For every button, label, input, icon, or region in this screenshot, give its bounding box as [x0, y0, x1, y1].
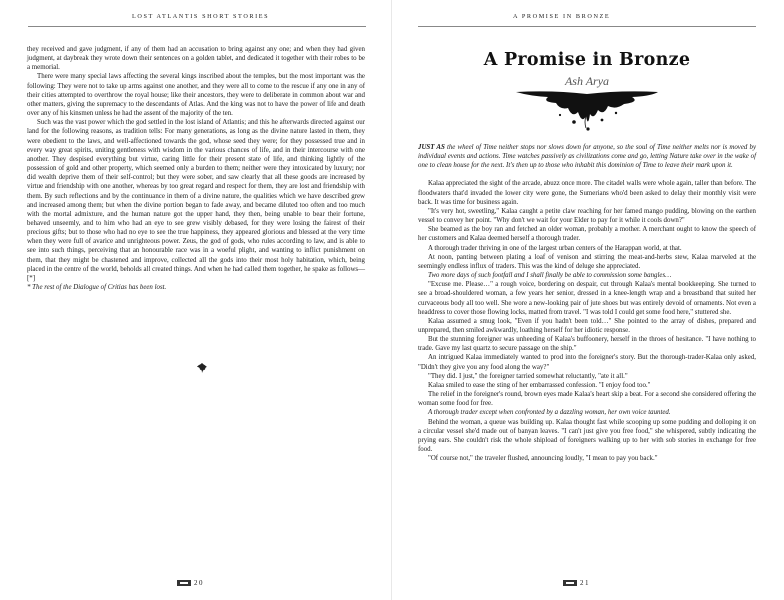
folio-mark-icon: [177, 580, 191, 586]
small-ornament-icon: [195, 361, 209, 375]
left-footnote: * The rest of the Dialogue of Critias has been lost.: [27, 284, 167, 292]
right-paragraph-9: But the stunning foreigner was unheeding of Kalaa's buffoonery, herself in the throes of hesitance. "I have nothing to trade. Gave my last quartz to secure passage on the ship.": [418, 336, 756, 353]
right-paragraph-5: At noon, panting between plating a loaf of venison and stirring the meat-and-herbs stew, Kalaa marveled at the seemingly endless influx of traders. This was the kind of deluge she appreciated.: [418, 253, 756, 270]
right-running-head: A PROMISE IN BRONZE: [513, 13, 611, 20]
intro-lead: JUST AS: [418, 144, 445, 151]
story-title: A Promise in Bronze: [483, 50, 691, 70]
left-text-block: [27, 45, 365, 292]
right-paragraph-4: A thorough trader thriving in one of the largest urban centers of the Harappan world, at that.: [428, 244, 682, 252]
right-page-number: 21: [580, 579, 590, 587]
right-paragraph-14: A thorough trader except when confronted by a dazzling woman, her own voice taunted.: [428, 409, 671, 417]
folio-mark-icon: [563, 580, 577, 586]
right-paragraph-15: Behind the woman, a queue was building up. Kalaa thought fast while scooping up some pudding and dolloping it on a circular vessel she'd made out of banyan leaves. "I can't just give you free food," she whispered, subtly indicating the prying ears. She couldn't risk the whole shipload of foreigners walking up to her with sob stories in exchange for free food.: [418, 418, 756, 453]
right-paragraph-10: An intrigued Kalaa immediately wanted to prod into the foreigner's story. But the thorough-trader-Kalaa only asked, "Didn't they give you any food along the way?": [418, 354, 756, 371]
right-paragraph-12: Kalaa smiled to ease the sting of her embarrassed confession. "I enjoy food too.": [428, 381, 651, 389]
left-paragraph-2: There were many special laws affecting the several kings inscribed about the temples, but the most important was the following: They were not to take up arms against one another, and they were all to come to the rescue if any one in any of their cities attempted to overthrow the royal house; like their ancestors, they were to deliberate in common about war and other matters, giving the supremacy to the descendants of Atlas. And the king was not to have the power of life and death over any of his kinsmen unless he had the assent of the majority of the ten.: [27, 73, 365, 118]
right-page: [392, 0, 784, 600]
left-running-head: LOST ATLANTIS SHORT STORIES: [132, 13, 270, 20]
intro-paragraph: [418, 143, 756, 170]
right-paragraph-8: Kalaa assumed a smug look, "Even if you hadn't been told…" She pointed to the array of dishes, prepared and unprepared, then smiled awkwardly, loathing herself for her idiotic response.: [418, 317, 756, 334]
left-folio: [177, 579, 204, 587]
left-paragraph-3: Such was the vast power which the god settled in the lost island of Atlantis; and this he afterwards directed against our land for the following reasons, as tradition tells: For many generations, as long as the divine nature lasted in them, they were obedient to the laws, and well-affectioned towards the god, whose seed they were; for they possessed true and in every way great spirits, uniting gentleness with wisdom in the various chances of life, and in their intercourse with one another. They despised everything but virtue, caring little for their present state of life, and thinking lightly of the possession of gold and other property, which seemed only a burden to them; neither were they intoxicated by luxury; nor did wealth deprive them of their self-control; but they were sober, and saw clearly that all these goods are increased by virtue and friendship with one another, whereas by too great regard and respect for them, they are lost and friendship with them. By such reflections and by the continuance in them of a divine nature, the qualities which we have described grew and increased among them; but when the divine portion began to fade away, and became diluted too often and too much with the mortal admixture, and the human nature got the upper hand, they then, being unable to bear their fortune, behaved unseemly, and to him who had an eye to see grew visibly debased, for they were losing the fairest of their precious gifts; but to those who had no eye to see the true happiness, they appeared glorious and blessed at the very time when they were full of avarice and unrighteous power. Zeus, the god of gods, who rules according to law, and is able to see into such things, perceiving that an honourable race was in a woeful plight, and wanting to inflict punishment on them, that they might be chastened and improve, collected all the gods into their most holy habitation, which, being placed in the centre of the world, beholds all created things. And when he had called them together, he spake as follows—[*]: [27, 119, 365, 282]
intro-rest: the wheel of Time neither stops nor slows down for anyone, so the soul of Time neither melts nor is moved by individual events and actions. Time watches passively as civilizations come and go, letting Nature take over in the wake of one to clean house for the next. It's then up to those who inhabit this dominion of Time to leave their mark upon it.: [418, 144, 756, 170]
right-paragraph-7: "Excuse me. Please…" a rough voice, bordering on despair, cut through Kalaa's mental bookkeeping. She turned to see a broad-shouldered woman, a few years her senior, dressed in a knee-length wrap and a breastband that suited her curvaceous body all too well. She wore a new-looking pair of jute shoes but was entirely devoid of ornaments. Not even a headdress to cover those flowing locks, matted from travel. "I was told I could get some food here," stuttered she.: [418, 281, 756, 316]
left-head-rule: [28, 26, 366, 27]
right-paragraph-1: Kalaa appreciated the sight of the arcade, abuzz once more. The citadel walls were whole again, taller than before. The floodwaters that'd invaded the lower city were gone, the Sumerians who'd been asked to delay their monthly visit were back. It was time for business again.: [418, 180, 756, 206]
right-paragraph-6: Two more days of such footfall and I shall finally be able to commission some bangles…: [428, 272, 672, 280]
right-paragraph-3: She beamed as the boy ran and fetched an older woman, probably a mother. A merchant ought to know the speech of her customers and Kalaa deemed herself a thorough trader.: [418, 226, 756, 243]
story-author: Ash Arya: [564, 74, 610, 88]
right-paragraph-11: "They did. I just," the foreigner tarried somewhat reluctantly, "ate it all.": [428, 372, 628, 380]
left-page-number: 20: [194, 579, 204, 587]
right-paragraph-16: "Of course not," the traveler flushed, announcing loudly, "I mean to pay you back.": [428, 455, 658, 463]
left-paragraph-1: they received and gave judgment, if any of them had an accusation to bring against any one; and when they had given judgment, at daybreak they wrote down their sentences on a golden tablet, and dedicated it together with their robes to be a memorial.: [27, 46, 365, 72]
right-paragraph-2: "It's very hot, sweetling," Kalaa caught a petite claw reaching for her famed mango pudding, blowing on the earthen vessel to convey her point. "Why don't we wait for your Elder to pay for it while it cools down?": [418, 207, 756, 225]
right-folio: [563, 579, 590, 587]
ink-splash-ornament-icon: [512, 88, 662, 132]
right-head-rule: [418, 26, 756, 27]
right-text-block: [418, 143, 756, 463]
right-paragraph-13: The relief in the foreigner's round, brown eyes made Kalaa's heart skip a beat. For a second she considered offering the woman some food for free.: [418, 391, 757, 408]
